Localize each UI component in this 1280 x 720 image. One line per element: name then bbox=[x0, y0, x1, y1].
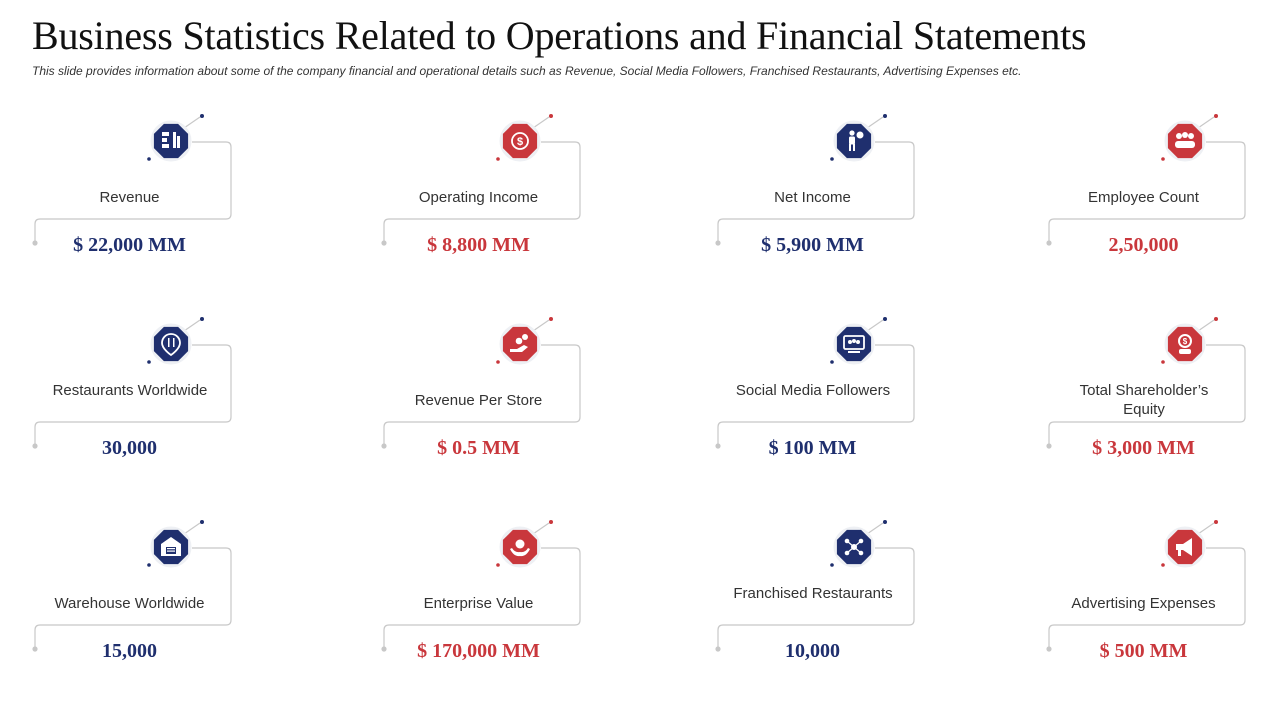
connector-lines bbox=[32, 518, 252, 658]
shareholder-gear-icon bbox=[1164, 323, 1206, 365]
stat-label: Advertising Expenses bbox=[1071, 595, 1216, 612]
stat-card bbox=[1046, 315, 1280, 475]
stat-card bbox=[715, 518, 1015, 678]
person-dollar-icon bbox=[833, 120, 875, 162]
connector-lines bbox=[32, 112, 252, 252]
connector-lines bbox=[1046, 112, 1266, 252]
stat-label: Franchised Restaurants bbox=[733, 585, 893, 602]
connector-lines bbox=[381, 518, 601, 658]
connector-lines bbox=[715, 112, 935, 252]
stat-label: Net Income bbox=[774, 189, 851, 206]
stat-label: Employee Count bbox=[1088, 189, 1199, 206]
stat-label: Total Shareholder’s Equity bbox=[1079, 382, 1209, 418]
dollar-coin-icon bbox=[499, 120, 541, 162]
connector-lines bbox=[1046, 518, 1266, 658]
stat-card bbox=[32, 112, 332, 272]
team-icon bbox=[1164, 120, 1206, 162]
svg-text:$: $ bbox=[1182, 337, 1188, 346]
restaurant-location-icon bbox=[150, 323, 192, 365]
network-icon bbox=[833, 526, 875, 568]
stat-value: $ 22,000 MM bbox=[73, 234, 186, 256]
stat-card bbox=[1046, 518, 1280, 678]
warehouse-icon bbox=[150, 526, 192, 568]
stat-label: Operating Income bbox=[418, 189, 539, 206]
stat-label: Enterprise Value bbox=[423, 595, 534, 612]
stat-card bbox=[715, 112, 1015, 272]
connector-lines bbox=[381, 315, 601, 455]
page-title: Business Statistics Related to Operations and Financial Statements bbox=[32, 13, 1087, 58]
stat-value: 15,000 bbox=[102, 640, 157, 662]
hands-dollar-icon bbox=[499, 526, 541, 568]
stat-card bbox=[715, 315, 1015, 475]
stat-label: Revenue Per Store bbox=[414, 392, 543, 409]
stat-value: $ 100 MM bbox=[768, 437, 857, 459]
stat-label: Social Media Followers bbox=[735, 382, 891, 399]
stat-label: Warehouse Worldwide bbox=[54, 595, 205, 612]
megaphone-dollar-icon bbox=[1164, 526, 1206, 568]
stat-value: 30,000 bbox=[102, 437, 157, 459]
stat-label: Restaurants Worldwide bbox=[52, 382, 208, 399]
stat-value: $ 8,800 MM bbox=[427, 234, 530, 256]
stat-label: Revenue bbox=[99, 189, 160, 206]
hand-coins-icon bbox=[499, 323, 541, 365]
stat-value: $ 0.5 MM bbox=[437, 437, 520, 459]
svg-text:$: $ bbox=[516, 136, 524, 148]
money-bag-chart-icon bbox=[150, 120, 192, 162]
stat-card bbox=[381, 112, 681, 272]
connector-lines bbox=[381, 112, 601, 252]
stat-card bbox=[32, 518, 332, 678]
stat-value: $ 500 MM bbox=[1099, 640, 1188, 662]
stat-value: $ 3,000 MM bbox=[1092, 437, 1195, 459]
stat-value: 2,50,000 bbox=[1108, 234, 1179, 256]
stat-card bbox=[1046, 112, 1280, 272]
stat-value: $ 170,000 MM bbox=[417, 640, 540, 662]
social-group-screen-icon bbox=[833, 323, 875, 365]
page-subtitle: This slide provides information about some of the company financial and operational details such as Revenue, Social Media Followers, Franchised Restaurants, Advertising Expenses etc. bbox=[32, 64, 1022, 78]
stat-card bbox=[381, 518, 681, 678]
stat-value: 10,000 bbox=[785, 640, 840, 662]
stat-card bbox=[381, 315, 681, 475]
stat-card bbox=[32, 315, 332, 475]
stat-value: $ 5,900 MM bbox=[761, 234, 864, 256]
